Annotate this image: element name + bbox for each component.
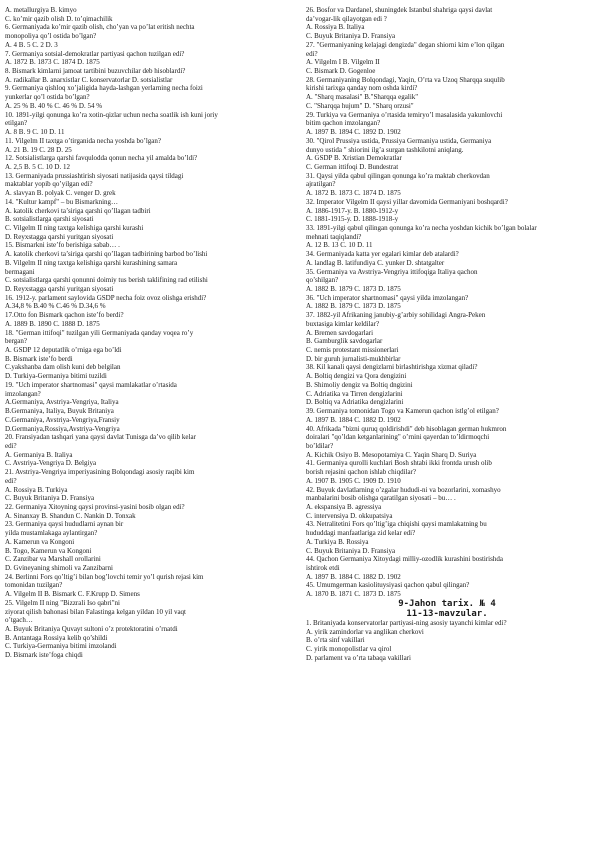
quiz-line: A. 1882 B. 1879 C. 1873 D. 1875 xyxy=(306,302,401,311)
quiz-line: 41. Germaniya qurolli kuchlari Bosh shtabi ikki frontda urush olib xyxy=(306,459,492,468)
quiz-line: C. Buyuk Britaniya D. Fransiya xyxy=(306,32,396,41)
quiz-line: A. Kichik Osiyo B. Mesopotamiya C. Yaqin Sharq D. Suriya xyxy=(306,450,477,459)
quiz-line: ajratilgan? xyxy=(306,180,336,189)
quiz-line: 45. Umumgerman kasiolituysiyasi qachon qabul qilingan? xyxy=(306,581,470,590)
quiz-line: B. Vilgelm II ning taxtga kelishiga qarshi kurashining samara xyxy=(5,258,178,267)
quiz-line: A. Germaniya B. Italiya xyxy=(5,450,73,459)
quiz-line: C. Vilgelm II ning taxtga kelishiga qarshi kurashi xyxy=(5,223,144,232)
quiz-line: A. 1889 B. 1890 C. 1888 D. 1875 xyxy=(5,319,100,328)
quiz-line: A. 2,5 B. 5 C. 10 D. 12 xyxy=(5,162,70,171)
quiz-line: dunyo ustida " shiorini ilg’a surgan tashkilotni aniqlang. xyxy=(306,145,464,154)
quiz-line: C. Buyuk Britaniya D. Fransiya xyxy=(306,546,396,555)
quiz-line: A. GSDP 12 deputatlik o’rniga ega bo’ldi xyxy=(5,346,122,355)
quiz-line: A. GSDP B. Xristian Demokratlar xyxy=(306,154,402,163)
quiz-line: monopoliya qo’l ostida bo’lgan? xyxy=(5,32,97,41)
quiz-line: D. bir guruh jurnalisti-mukhbirlar xyxy=(306,354,401,363)
quiz-line: manbalarini bosib olishga qaratilgan siyosati – bu… . xyxy=(306,494,456,503)
quiz-line: A. 1897 B. 1894 C. 1892 D. 1902 xyxy=(306,128,401,137)
quiz-line: 1. Britaniyada konservatorlar partiyasi-ning asosiy tayanchi kimlar edi? xyxy=(306,618,507,627)
quiz-line: A. ekspansiya B. agressiya xyxy=(306,502,382,511)
quiz-line: A. 1870 B. 1871 C. 1873 D. 1875 xyxy=(306,590,401,599)
quiz-line: A. 1897 B. 1884 C. 1882 D. 1902 xyxy=(306,572,401,581)
quiz-line: A. Bremen savdogarlari xyxy=(306,328,374,337)
quiz-line: 26. Bosfor va Dardanel, shuningdek Istanbul shahriga qaysi davlat xyxy=(306,6,493,14)
quiz-line: C. Zanzibar va Marshall orollarini xyxy=(5,555,101,564)
quiz-line: 43. Netralitetini Fors qo’ltig’iga chiqishi qaysi mamlakatning bu xyxy=(306,520,487,529)
quiz-line: B. Antantaga Rossiya kelib qo’shildi xyxy=(5,633,108,642)
quiz-line: 17.Otto fon Bismark qachon iste’fo berdi? xyxy=(5,311,124,320)
quiz-line: 20. Fransiyadan tashqari yana qaysi davlat Tunisga da’vo qilib kelar xyxy=(5,433,196,442)
quiz-line: A. 8 B. 9 C. 10 D. 11 xyxy=(5,128,65,137)
quiz-line: B. o’rta sinf vakillari xyxy=(306,636,365,645)
quiz-line: mehnati taqiqlandi? xyxy=(306,232,362,241)
quiz-line: 25. Vilgelm II ning "Bizzrali Iso qabri"ni xyxy=(5,598,121,607)
quiz-line: A. 1872 B. 1873 C. 1874 D. 1875 xyxy=(306,189,401,198)
quiz-line: D. parlament va o’rta tabaqa vakillari xyxy=(306,653,411,662)
quiz-line: kirishi tarixga qanday nom oshda kirdi? xyxy=(306,84,418,93)
quiz-line: A. Rossiya B. Italiya xyxy=(306,23,365,32)
quiz-line: A. landlag B. latifundiya C. yunker D. shtatgalter xyxy=(306,258,445,267)
quiz-line: C. yirik monopolistlar va qirol xyxy=(306,645,392,654)
quiz-line: qo’shilgan? xyxy=(306,276,339,285)
quiz-line: A. Kamerun va Kongoni xyxy=(5,537,75,546)
quiz-line: A. katolik cherkovi ta’siriga qarshi qo’llagan tadbirining barbod bo’lishi xyxy=(5,250,208,259)
quiz-line: C. nemis protestant missionerlari xyxy=(306,346,399,355)
quiz-line: bo’ldilar? xyxy=(306,441,334,450)
quiz-line: 10. 1891-yilgi qonunga ko’ra xotin-qizlar uchun necha soatlik ish kuni joriy xyxy=(5,110,218,119)
quiz-line: C. 1881-1915-y. D. 1888-1918-y xyxy=(306,215,399,224)
quiz-line: 7. Germaniya sotsial-demokratlar partiyasi qachon tuzilgan edi? xyxy=(5,49,185,58)
quiz-line: C. Adriatika va Tirren dengizlarini xyxy=(306,389,403,398)
quiz-line: ishtirok etdi xyxy=(306,564,340,572)
quiz-line: A. Vilgelm II B. Bismark C. F.Krupp D. Simens xyxy=(5,590,140,599)
quiz-line: 33. 1891-yilgi qabul qilingan qonunga ko’ra necha yoshdan kichik bo’lgan bolalar xyxy=(306,223,537,232)
quiz-line: 44. Qachon Germaniya Xitoydagi milliy-ozodlik kurashini bostirishda xyxy=(306,555,503,564)
quiz-line: 28. Germaniyaning Bolqondagi, Yaqin, O’rta va Uzoq Sharqqa suqulib xyxy=(306,75,505,84)
section-title: 9-Jahon tarix. № 4 xyxy=(398,598,496,609)
quiz-line: C. Avstriya-Vengriya D. Belgiya xyxy=(5,459,97,468)
quiz-line: bitim qachon imzolangan? xyxy=(306,119,381,128)
quiz-line: A. 1872 B. 1873 C. 1874 D. 1875 xyxy=(5,58,100,67)
quiz-line: borish rejasini qachon ishlab chiqdilar? xyxy=(306,468,417,477)
quiz-line: C. Bismark D. Gogenloe xyxy=(306,67,376,76)
quiz-line: D.Germaniya,Rossiya,Avstriya-Vengriya xyxy=(5,424,120,433)
quiz-line: edi? xyxy=(5,441,17,450)
quiz-line: B.Germaniya, Italiya, Buyuk Britaniya xyxy=(5,407,114,416)
quiz-line: D. Turkiya-Germaniya bitimi tuzildi xyxy=(5,372,107,381)
quiz-line: tomonidan tuzilgan? xyxy=(5,581,63,590)
quiz-line: 27. "Germaniyaning kelajagi dengizda" degan shiorni kim e’lon qilgan xyxy=(306,40,505,49)
quiz-line: edi? xyxy=(306,49,318,58)
quiz-line: A. 1907 B. 1905 C. 1909 D. 1910 xyxy=(306,476,401,485)
quiz-line: 16. 1912-y. parlament saylovida GSDP necha foiz ovoz olishga erishdi? xyxy=(5,293,207,302)
quiz-line: yunkerlar qo’l ostida bo’lgan? xyxy=(5,93,90,102)
quiz-line: D. Gvineyaning shimoli va Zanzibarni xyxy=(5,564,113,572)
quiz-line: A. Sinanxay B. Shandun C. Nankin D. Tonxak xyxy=(5,511,136,520)
quiz-line: 34. Germaniyada katta yer egalari kimlar deb atalardi? xyxy=(306,250,459,259)
quiz-line: imzolangan? xyxy=(5,389,41,398)
quiz-line: A. Turkiya B. Rossiya xyxy=(306,537,369,546)
quiz-line: 42. Buyuk davlatlarning o’zgalar hududi-ni va bozorlarini, xomashyo xyxy=(306,485,501,494)
quiz-line: 9. Germaniya qishloq xo’jaligida hayda-lashgan yerlarning necha foizi xyxy=(5,84,203,93)
quiz-line: C. Turkiya-Germaniya bitimi imzolandi xyxy=(5,642,117,651)
quiz-line: A. 1897 B. 1884 C. 1882 D. 1902 xyxy=(306,415,401,424)
quiz-line: 19. "Uch imperator shartnomasi" qaysi mamlakatlar o’rtasida xyxy=(5,380,177,389)
quiz-line: etilgan? xyxy=(5,119,28,128)
quiz-line: 36. "Uch imperator shartnomasi" qaysi yilda imzolangan? xyxy=(306,293,469,302)
quiz-line: A. katolik cherkovi ta’siriga qarshi qo’llagan tadbiri xyxy=(5,206,151,215)
quiz-line: ziyorat qilish bahonasi bilan Falastinga kelgan yildan 10 yil vaqt xyxy=(5,607,186,616)
quiz-line: C.yakshanba dam olish kuni deb belgilan xyxy=(5,363,121,372)
quiz-line: B. Shimoliy dengiz va Boltiq dngizini xyxy=(306,380,413,389)
quiz-line: maktablar yopib qo’yilgan edi? xyxy=(5,180,93,189)
quiz-line: 24. Berlinni Fors qo’ltig’i bilan bog’lovchi temir yo’l qurish rejasi kim xyxy=(5,572,204,581)
quiz-line: B. Gamburglik savdogarlar xyxy=(306,337,383,346)
quiz-line: A. yirik zamindorlar va anglikan cherkovi xyxy=(306,627,424,636)
quiz-line: A. 21 B. 19 C. 28 D. 25 xyxy=(5,145,72,154)
quiz-line: hududdagi manfaatlariga zid kelar edi? xyxy=(306,529,416,538)
quiz-line: B. Togo, Kamerun va Kongoni xyxy=(5,546,92,555)
quiz-line: A. 12 B. 13 C. 10 D. 11 xyxy=(306,241,373,250)
right-column xyxy=(306,6,588,662)
quiz-line: A. Boltiq dengizi va Qora dengizini xyxy=(306,372,407,381)
quiz-line: 23. Germaniya qaysi hududlarni aynan bir xyxy=(5,520,124,529)
quiz-line: C. ko’mir qazib olish D. to’qimachilik xyxy=(5,14,113,23)
quiz-line: A. Rossiya B. Turkiya xyxy=(5,485,68,494)
quiz-line: 38. Kil kanali qaysi dengizlarni birlashtirishga xizmat qiladi? xyxy=(306,363,478,372)
quiz-line: o’tgach… xyxy=(5,616,33,625)
section-subtitle: 11-13-mavzular. xyxy=(406,608,488,619)
quiz-line: da’vogar-lik qilayotgan edi ? xyxy=(306,14,387,23)
quiz-line: 35. Germaniya va Avstriya-Vengriya ittifoqiga Italiya qachon xyxy=(306,267,478,276)
left-column xyxy=(5,6,287,660)
quiz-line: C. intervensiya D. okkupatsiya xyxy=(306,511,393,520)
quiz-line: 40. Afrikada "bizni quruq qoldirishdi" deb hisoblagan german hukmron xyxy=(306,424,507,433)
quiz-line: buxtasiga kimlar keldilar? xyxy=(306,319,380,328)
quiz-line: A. 25 % B. 40 % C. 46 % D. 54 % xyxy=(5,101,103,110)
quiz-line: A. metallurgiya B. kimyo xyxy=(5,6,77,14)
quiz-line: edi? xyxy=(5,476,17,485)
quiz-line: A.34,8 % B.40 % C.46 % D.34,6 % xyxy=(5,302,106,311)
quiz-line: A. slavyan B. polyak C. venger D. grek xyxy=(5,189,116,198)
quiz-line: A. Vilgelm I B. Vilgelm II xyxy=(306,58,380,67)
section-header xyxy=(306,599,588,619)
quiz-line: C. sotsialistlarga qarshi qonunni doimiy tus berish taklifining rad etilishi xyxy=(5,276,208,285)
quiz-line: 12. Sotsialistlarga qarshi favqulodda qonun necha yil amalda bo’ldi? xyxy=(5,154,198,163)
quiz-line: 6. Germaniyada ko’mir qazib olish, cho’yan va po’lat eritish nechta xyxy=(5,23,195,32)
quiz-line: 29. Turkiya va Germaniya o’rtasida temiryo’l masalasida yakunlovchi xyxy=(306,110,503,119)
quiz-line: D. Reyxstagga qarshi yuritgan siyosati xyxy=(5,232,114,241)
quiz-line: 22. Germaniya Xitoyning qaysi provinsi-yasini bosib olgan edi? xyxy=(5,502,185,511)
quiz-line: B. sotsialistlarga qarshi siyosati xyxy=(5,215,94,224)
quiz-line: bermagani xyxy=(5,267,35,276)
quiz-line: A. radikallar B. anarxistlar C. konservatorlar D. sotsialistlar xyxy=(5,75,173,84)
right-questions xyxy=(306,6,588,599)
quiz-line: 11. Vilgelm II taxtga o’tirganida necha yoshda bo’lgan? xyxy=(5,136,161,145)
quiz-line: 14. "Kultur kampf" – bu Bismarkning… xyxy=(5,197,119,206)
quiz-line: 15. Bismarkni iste’fo berishiga sabab… . xyxy=(5,241,120,250)
quiz-line: A. Buyuk Britaniya Quvayt sultoni o’z protektoratini o’rnatdi xyxy=(5,625,178,634)
quiz-line: 13. Germaniyada prussiashtirish siyosati natijasida qaysi tildagi xyxy=(5,171,184,180)
quiz-line: 37. 1882-yil Afrikaning janubiy-g’arbiy sohilidagi Angra-Peken xyxy=(306,311,486,320)
quiz-line: doiralari "qo’ldan ketganlarining" o’rnini qayerdan to’ldirmoqchi xyxy=(306,433,490,442)
quiz-line: B. Bismark iste’fo berdi xyxy=(5,354,73,363)
quiz-line: yilda mustamlakaga aylantirgan? xyxy=(5,529,98,538)
quiz-line: A.Germaniya, Avstriya-Vengriya, Italiya xyxy=(5,398,119,407)
quiz-line: A. "Sharq masalasi" B."Sharqqa egalik" xyxy=(306,93,419,102)
quiz-line: 39. Germaniya tomonidan Togo va Kamerun qachon istlg’ol etilgan? xyxy=(306,407,499,416)
quiz-line: C. German ittifoqi D. Bundestrat xyxy=(306,162,399,171)
quiz-line: 21. Avstriya-Vengriya imperiyasining Bolqondagi asosiy raqibi kim xyxy=(5,468,195,477)
quiz-line: 18. "German ittifoqi" tuzilgan yili Germaniyada qanday voqea ro’y xyxy=(5,328,194,337)
quiz-line: A. 1886-1917-y. B. 1880-1912-y xyxy=(306,206,399,215)
quiz-line: D. Bismark iste’foga chiqdi xyxy=(5,651,83,660)
quiz-line: bergan? xyxy=(5,337,28,346)
quiz-line: D. Boltiq va Adriatika dengizlarini xyxy=(306,398,404,407)
quiz-line: 32. Imperator Vilgelm II qaysi yillar davomida Germaniyani boshqardi? xyxy=(306,197,508,206)
quiz-line: A. 1882 B. 1879 C. 1873 D. 1875 xyxy=(306,285,401,293)
quiz-line: C. "Sharqqa hujum" D. "Sharq orzusi" xyxy=(306,101,414,110)
quiz-line: C. Buyuk Britaniya D. Fransiya xyxy=(5,494,95,503)
quiz-line: 8. Bismark kimlarni jamoat tartibini buzuvchilar deb hisoblardi? xyxy=(5,67,186,76)
quiz-line: D. Reyxstagga qarshi yuritgan siyosati xyxy=(5,285,114,293)
quiz-line: C.Germaniya, Avstriya-Vengriya,Fransiy xyxy=(5,415,120,424)
section-questions xyxy=(306,619,588,663)
quiz-line: A. 4 B. 5 C. 2 D. 3 xyxy=(5,40,58,49)
quiz-line: 30. "Qirol Prussiya ustida, Prussiya Germaniya ustida, Germaniya xyxy=(306,136,492,145)
quiz-line: 31. Qaysi yilda qabul qilingan qonunga ko’ra maktab cherkovdan xyxy=(306,171,490,180)
